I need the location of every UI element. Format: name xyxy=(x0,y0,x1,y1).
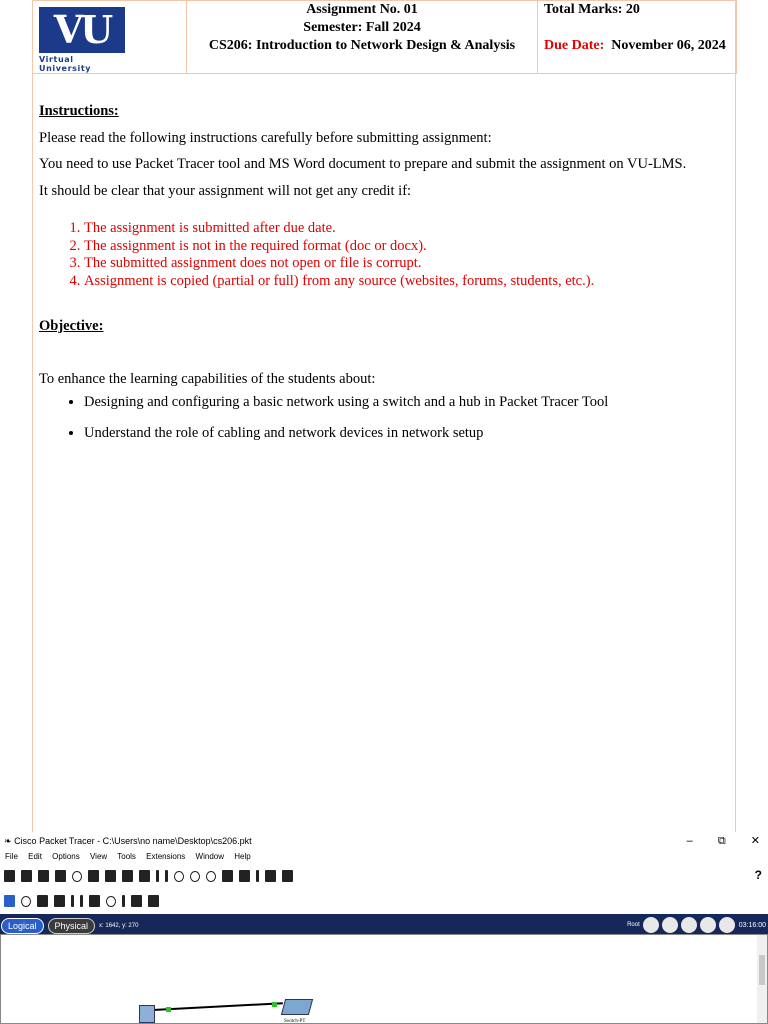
menu-tools[interactable]: Tools xyxy=(117,852,136,861)
list-item: 2. The assignment is not in the required format (doc or docx). xyxy=(84,238,729,256)
link-light-switch xyxy=(272,1002,277,1007)
main-toolbar xyxy=(0,864,768,888)
menu-window[interactable]: Window xyxy=(195,852,224,861)
paste-icon[interactable] xyxy=(139,870,150,882)
window-titlebar xyxy=(0,832,768,850)
copy-icon[interactable] xyxy=(122,870,133,882)
menu-extensions[interactable]: Extensions xyxy=(146,852,186,861)
zoom-out-icon[interactable] xyxy=(206,871,216,882)
title-cell xyxy=(187,1,538,74)
vertical-scrollbar[interactable] xyxy=(757,935,767,1023)
app-icon: ❧ xyxy=(4,836,12,846)
pc-icon[interactable] xyxy=(139,1005,155,1023)
link-light-pc xyxy=(166,1007,171,1012)
tab-physical[interactable]: Physical xyxy=(48,918,96,934)
edit-toolbar xyxy=(0,888,768,914)
redo-icon[interactable] xyxy=(165,870,168,882)
menu-options[interactable]: Options xyxy=(52,852,80,861)
logical-workspace[interactable] xyxy=(0,934,768,1024)
menu-bar xyxy=(0,850,768,864)
clock: 03:16:00 xyxy=(738,921,766,929)
window-title: Cisco Packet Tracer - C:\Users\no name\Desktop\cs206.pkt xyxy=(14,836,252,846)
course-title: CS206: Introduction to Network Design & Analysis xyxy=(208,38,516,53)
pdu-list-icon[interactable] xyxy=(265,870,276,882)
undo-icon[interactable] xyxy=(156,870,159,882)
cursor-coordinates: x: 1642, y: 270 xyxy=(99,923,139,929)
close-button[interactable]: ✕ xyxy=(750,835,760,847)
save-icon[interactable] xyxy=(38,870,49,882)
root-label: Root xyxy=(627,922,640,928)
vu-logo xyxy=(39,7,125,73)
instructions-p1: Please read the following instructions carefully before submitting assignment: xyxy=(39,129,492,146)
header-table xyxy=(32,0,737,74)
instructions-p3: It should be clear that your assignment will not get any credit if: xyxy=(39,182,412,199)
total-marks: Total Marks: 20 xyxy=(544,2,640,17)
ellipse-icon[interactable] xyxy=(106,896,116,907)
list-item: • Designing and configuring a basic network using a switch and a hub in Packet Tracer Tool xyxy=(84,394,729,411)
zoom-reset-icon[interactable] xyxy=(190,871,200,882)
workspace-controls xyxy=(627,917,766,933)
screenshot-icon[interactable] xyxy=(282,870,293,882)
scrollbar-thumb[interactable] xyxy=(759,955,765,985)
due-date-label: Due Date: xyxy=(544,38,605,53)
list-item: • Understand the role of cabling and network devices in network setup xyxy=(84,425,729,442)
complex-pdu-icon[interactable] xyxy=(148,895,159,907)
logo-mark: VU xyxy=(39,7,125,53)
assignment-number: Assignment No. 01 xyxy=(306,2,418,17)
help-button[interactable]: ? xyxy=(754,868,762,882)
activity-wizard-icon[interactable] xyxy=(88,870,99,882)
logo-cell xyxy=(33,1,187,74)
resize-icon[interactable] xyxy=(54,895,65,907)
custom-device-icon[interactable] xyxy=(239,870,250,882)
realtime-icon[interactable] xyxy=(719,917,735,933)
switch-label: Switch-PT xyxy=(284,1019,306,1024)
maximize-button[interactable]: ⧉ xyxy=(717,835,726,847)
due-date xyxy=(544,37,736,55)
list-item: 4. Assignment is copied (partial or full) from any source (websites, forums, students, etc.). xyxy=(84,273,729,291)
note-icon[interactable] xyxy=(71,895,74,907)
credit-conditions-list xyxy=(39,220,729,290)
rectangle-icon[interactable] xyxy=(89,895,100,907)
list-item: 3. The submitted assignment does not open or file is corrupt. xyxy=(84,255,729,273)
view-icon[interactable] xyxy=(256,870,259,882)
objective-intro: To enhance the learning capabilities of the students about: xyxy=(39,371,376,387)
menu-view[interactable]: View xyxy=(89,852,108,861)
marks-cell xyxy=(538,1,737,74)
instructions-heading: Instructions: xyxy=(39,103,119,119)
tab-logical[interactable]: Logical xyxy=(1,918,44,934)
cluster-icon[interactable] xyxy=(662,917,678,933)
objective-list xyxy=(39,394,729,442)
document-body xyxy=(39,98,729,456)
zoom-in-icon[interactable] xyxy=(174,871,184,882)
print-icon[interactable] xyxy=(55,870,66,882)
delete-icon[interactable] xyxy=(37,895,48,907)
back-icon[interactable] xyxy=(643,917,659,933)
menu-file[interactable]: File xyxy=(5,852,18,861)
logo-caption: Virtual University xyxy=(39,55,92,73)
due-date-value: November 06, 2024 xyxy=(611,38,726,53)
menu-help[interactable]: Help xyxy=(234,852,251,861)
inspect-icon[interactable] xyxy=(21,896,31,907)
network-cable[interactable] xyxy=(153,1002,283,1011)
menu-edit[interactable]: Edit xyxy=(28,852,42,861)
list-item: 1. The assignment is submitted after due date. xyxy=(84,220,729,238)
open-folder-icon[interactable] xyxy=(21,870,32,882)
network-info-icon[interactable] xyxy=(105,870,116,882)
move-icon[interactable] xyxy=(681,917,697,933)
window-controls xyxy=(665,832,760,850)
switch-icon[interactable] xyxy=(281,999,313,1015)
viewport-icon[interactable] xyxy=(700,917,716,933)
select-icon[interactable] xyxy=(4,895,15,907)
semester: Semester: Fall 2024 xyxy=(303,20,421,35)
instructions-p2: You need to use Packet Tracer tool and MS Word document to prepare and submit the assignment on VU-LMS. xyxy=(39,156,687,172)
new-file-icon[interactable] xyxy=(4,870,15,882)
line-icon[interactable] xyxy=(80,895,83,907)
freeform-icon[interactable] xyxy=(122,895,125,907)
drawing-palette-icon[interactable] xyxy=(222,870,233,882)
info-icon[interactable] xyxy=(72,871,82,882)
objective-heading: Objective: xyxy=(39,318,104,334)
simple-pdu-icon[interactable] xyxy=(131,895,142,907)
minimize-button[interactable]: – xyxy=(686,835,693,847)
